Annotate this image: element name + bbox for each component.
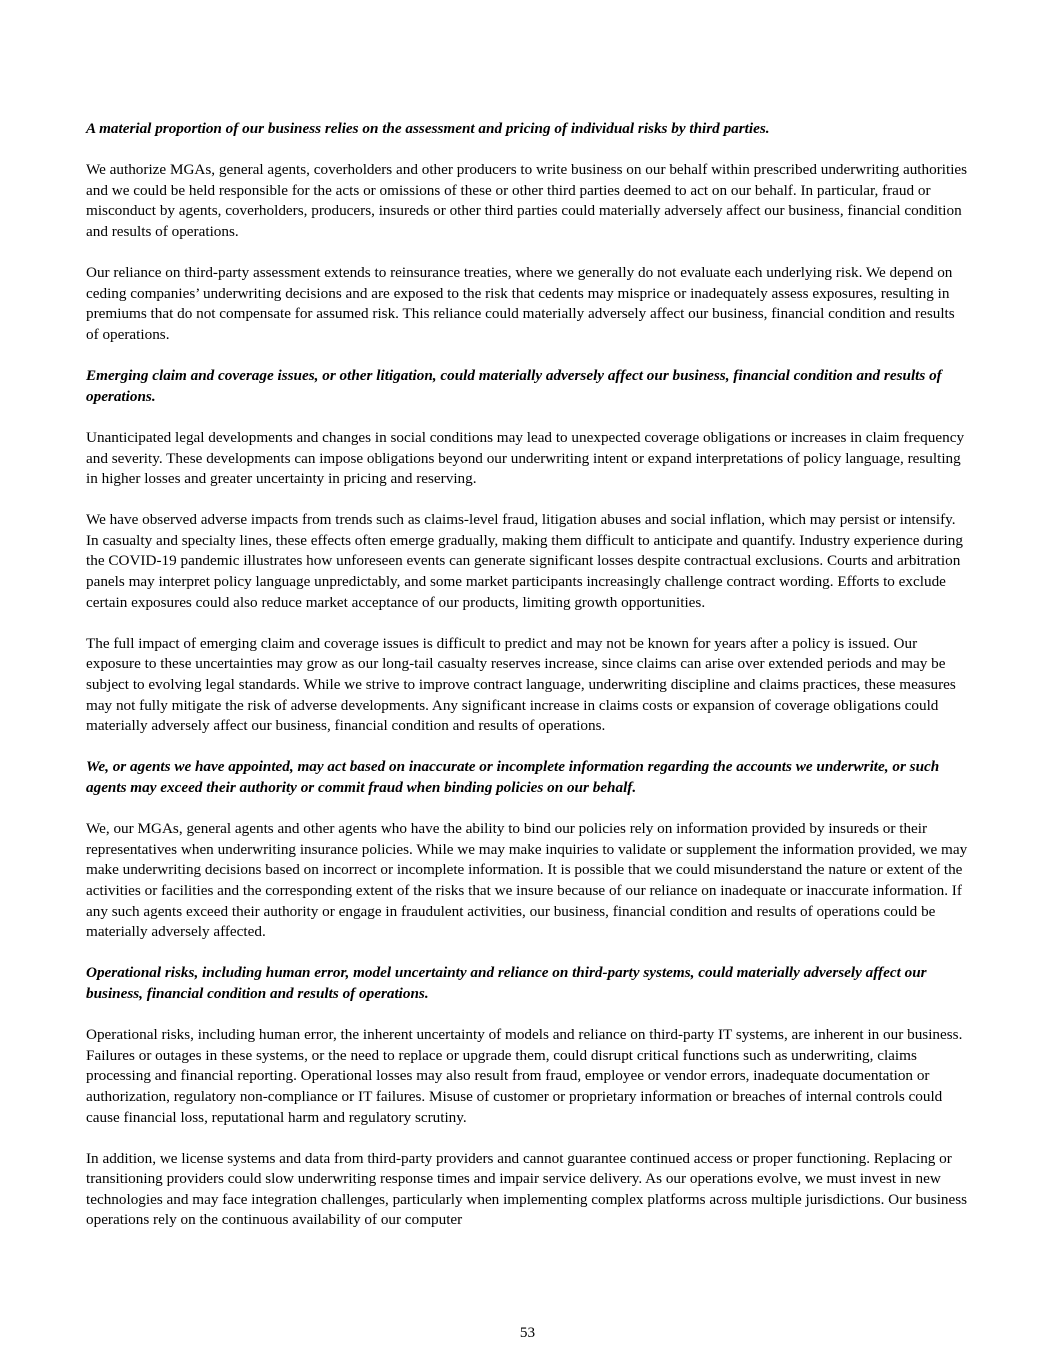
paragraph-binding-agents: We, our MGAs, general agents and other agents who have the ability to bind our policies rely on information provided by insureds or their representatives when underwriting insurance policies. While we may make inquiries to validate or supplement the information provided, we may make underwriting decisions based on incorrect or incomplete information. It is possible that we could misunderstand the nature or extent of the activities or facilities and the corresponding extent of the risks that we insure because of our reliance on inadequate or inaccurate information. If any such agents exceed their authority or engage in fraudulent activities, our business, financial condition and results of operations could be materially adversely affected. xyxy=(86,820,968,941)
paragraph-mga-authority: We authorize MGAs, general agents, coverholders and other producers to write business on our behalf within prescribed underwriting authorities and we could be held responsible for the acts or omissions of these or other third parties deemed to act on our behalf. In particular, fraud or misconduct by agents, coverholders, producers, insureds or other third parties could materially adversely affect our business, financial condition and results of operations. xyxy=(86,161,968,240)
paragraph-third-party-systems: In addition, we license systems and data from third-party providers and cannot guarantee continued access or proper functioning. Replacing or transitioning providers could slow underwriting response times and impair service delivery. As our operations evolve, we must invest in new technologies and may face integration challenges, particularly when implementing complex platforms across multiple jurisdictions. Our business operations rely on the continuous availability of our computer xyxy=(86,1149,968,1229)
section-heading-inaccurate-information: We, or agents we have appointed, may act based on inaccurate or incomplete information regarding the accounts we underwrite, or such agents may exceed their authority or commit fraud when binding policies on our behalf. xyxy=(86,758,940,796)
paragraph-adverse-trends: We have observed adverse impacts from trends such as claims-level fraud, litigation abuses and social inflation, which may persist or intensify. In casualty and specialty lines, these effects often emerge gradually, making them difficult to anticipate and quantify. Industry experience during the COVID-19 pandemic illustrates how unforeseen events can generate significant losses despite contractual exclusions. Courts and arbitration panels may interpret policy language unpredictably, and some market participants increasingly challenge contract wording. Efforts to exclude certain exposures could also reduce market acceptance of our products, limiting growth opportunities. xyxy=(86,511,963,611)
section-heading-emerging-claims: Emerging claim and coverage issues, or other litigation, could materially adversely affect our business, financial condition and results of operations. xyxy=(86,367,942,405)
paragraph-operational-risks: Operational risks, including human error, the inherent uncertainty of models and reliance on third-party IT systems, are inherent in our business. Failures or outages in these systems, or the need to replace or upgrade them, could disrupt critical functions such as underwriting, claims processing and financial reporting. Operational losses may also result from fraud, employee or vendor errors, inadequate documentation or authorization, regulatory non-compliance or IT failures. Misuse of customer or proprietary information or breaches of internal controls could cause financial loss, reputational harm and regulatory scrutiny. xyxy=(86,1026,963,1126)
page-number: 53 xyxy=(519,1324,536,1341)
paragraph-legal-developments: Unanticipated legal developments and changes in social conditions may lead to unexpected coverage obligations or increases in claim frequency and severity. These developments can impose obligations beyond our underwriting intent or expand interpretations of policy language, resulting in higher losses and greater uncertainty in pricing and reserving. xyxy=(86,428,965,488)
section-heading-operational-risks: Operational risks, including human error, model uncertainty and reliance on third-party systems, could materially adversely affect our business, financial condition and results of operations. xyxy=(86,964,927,1002)
paragraph-reinsurance-reliance: Our reliance on third-party assessment extends to reinsurance treaties, where we generally do not evaluate each underlying risk. We depend on ceding companies’ underwriting decisions and are exposed to the risk that cedents may misprice or inadequately assess exposures, resulting in premiums that do not compensate for assumed risk. This reliance could materially adversely affect our business, financial condition and results of operations. xyxy=(86,264,955,343)
paragraph-full-impact: The full impact of emerging claim and coverage issues is difficult to predict and may not be known for years after a policy is issued. Our exposure to these uncertainties may grow as our long-tail casualty reserves increase, since claims can arise over extended periods and may be subject to evolving legal standards. While we strive to improve contract language, underwriting discipline and claims practices, these measures may not fully mitigate the risk of adverse developments. Any significant increase in claims costs or expansion of coverage obligations could materially adversely affect our business, financial condition and results of operations. xyxy=(86,634,956,735)
page-body xyxy=(86,119,970,1252)
section-heading-third-party-risk: A material proportion of our business relies on the assessment and pricing of individual risks by third parties. xyxy=(86,120,770,137)
